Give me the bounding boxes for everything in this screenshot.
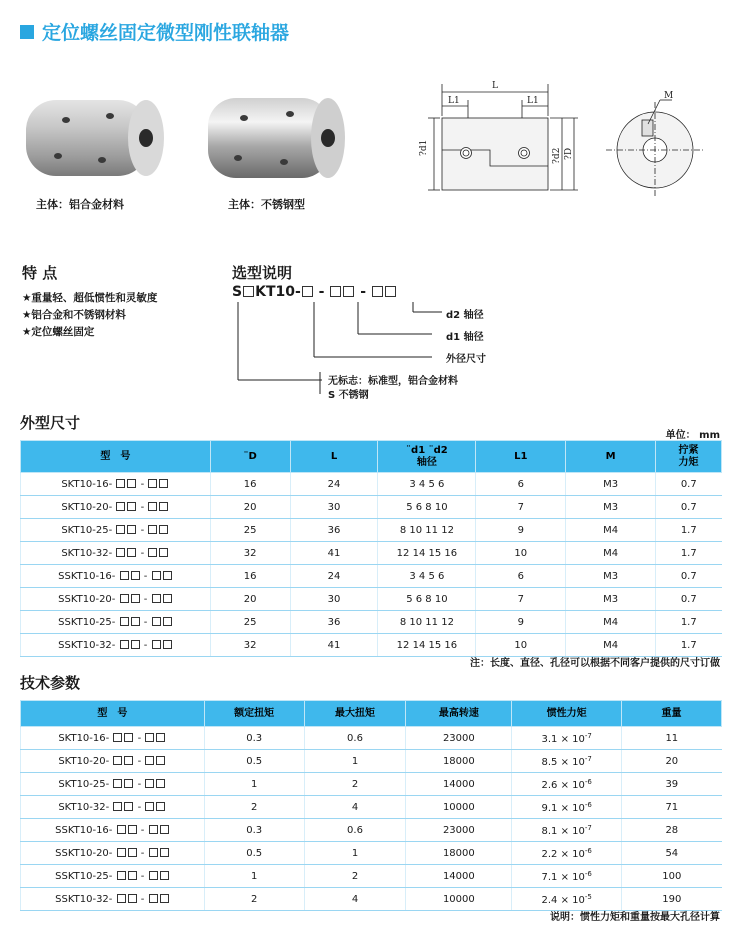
dim-L1-right-label: L1 — [527, 96, 539, 106]
aluminum-caption: 主体：铝合金材料 — [36, 198, 124, 211]
table-cell: 2 — [351, 778, 359, 790]
table-cell — [210, 588, 290, 611]
table-cell: 6 — [517, 570, 524, 582]
table-cell — [204, 750, 304, 773]
table-cell: 0.6 — [347, 732, 363, 744]
exponent: -7 — [584, 731, 592, 740]
table-cell: 54 — [665, 847, 679, 859]
table-cell — [204, 796, 304, 819]
col-d: ¨d1 ¨d2 轴径 — [378, 441, 476, 473]
table-cell — [406, 750, 512, 773]
dim-L-label: L — [492, 81, 498, 91]
tech-heading: 技术参数 — [20, 674, 81, 692]
table-cell — [512, 796, 622, 819]
table-cell: 8.5 × 10 — [541, 756, 585, 768]
table-cell — [304, 819, 406, 842]
dimensions-note: 注：长度、直径、孔径可以根据不同客户提供的尺寸订做 — [470, 658, 720, 669]
table-cell: 1.7 — [680, 547, 697, 559]
table-cell: 4 — [351, 801, 359, 813]
model-cell: SSKT10-20- — [58, 593, 116, 605]
table-cell — [566, 611, 656, 634]
table-cell: 1 — [351, 755, 359, 767]
table-cell: 1 — [250, 870, 258, 882]
table-cell: 16 — [243, 478, 257, 490]
col-weight: 重量 — [622, 701, 722, 727]
table-cell — [210, 519, 290, 542]
table-cell — [656, 542, 722, 565]
table-cell — [406, 865, 512, 888]
table-cell: 11 — [665, 732, 679, 744]
table-cell — [566, 588, 656, 611]
model-cell: SKT10-25- - — [21, 773, 205, 796]
table-cell — [210, 634, 290, 657]
tech-table — [20, 700, 722, 911]
table-header — [21, 441, 722, 473]
table-cell — [378, 611, 476, 634]
table-cell: 100 — [662, 870, 682, 882]
label-standard: 无标志：标准型，铝合金材料 — [328, 376, 458, 387]
table-cell: 2.4 × 10 — [541, 894, 585, 906]
table-cell: 10000 — [442, 801, 475, 813]
table-cell: 14000 — [442, 870, 475, 882]
table-cell — [512, 842, 622, 865]
table-cell: 36 — [327, 616, 341, 628]
aluminum-coupling-image — [18, 92, 168, 187]
table-cell — [566, 519, 656, 542]
table-cell — [476, 611, 566, 634]
table-cell: 0.7 — [680, 501, 697, 513]
table-cell — [622, 819, 722, 842]
table-cell — [378, 519, 476, 542]
table-cell — [290, 611, 378, 634]
model-cell: SKT10-20- — [61, 501, 113, 513]
table-cell — [566, 496, 656, 519]
table-cell — [304, 773, 406, 796]
model-cell: SSKT10-20- - — [21, 588, 211, 611]
selection-heading: 选型说明 — [232, 264, 293, 282]
table-cell: 39 — [665, 778, 679, 790]
table-cell — [204, 727, 304, 750]
table-cell — [378, 565, 476, 588]
table-cell: 30 — [327, 501, 341, 513]
table-cell: 1.7 — [680, 616, 697, 628]
table-cell: 25 — [243, 524, 257, 536]
table-row — [21, 496, 722, 519]
feature-item: ★铝合金和不锈钢材料 — [22, 309, 126, 321]
table-cell — [622, 796, 722, 819]
col-model: 型 号 — [21, 701, 205, 727]
table-cell: M3 — [603, 570, 619, 582]
table-cell — [304, 796, 406, 819]
table-cell: 0.5 — [246, 755, 263, 767]
table-row — [21, 473, 722, 496]
table-cell: 30 — [327, 593, 341, 605]
table-row — [21, 819, 722, 842]
table-row — [21, 796, 722, 819]
table-cell: 3 4 5 6 — [409, 570, 445, 582]
table-cell — [204, 865, 304, 888]
table-cell — [204, 773, 304, 796]
table-cell — [290, 542, 378, 565]
table-cell: 5 6 8 10 — [406, 593, 448, 605]
table-cell: 36 — [327, 524, 341, 536]
exponent: -6 — [584, 846, 592, 855]
table-cell — [476, 496, 566, 519]
table-cell — [656, 588, 722, 611]
table-row — [21, 727, 722, 750]
label-stainless: S 不锈钢 — [328, 390, 369, 401]
table-cell — [566, 542, 656, 565]
model-cell: SKT10-16- - — [21, 473, 211, 496]
table-cell: 32 — [243, 547, 257, 559]
model-cell: SKT10-25- — [58, 778, 110, 790]
feature-item: ★定位螺丝固定 — [22, 326, 95, 338]
title-square-icon — [20, 25, 34, 39]
technical-drawing — [410, 76, 730, 201]
model-cell: SKT10-32- - — [21, 542, 211, 565]
table-cell — [512, 819, 622, 842]
dim-D-label: ?D — [564, 147, 574, 160]
table-row — [21, 842, 722, 865]
table-cell: 190 — [662, 893, 682, 905]
table-cell — [290, 519, 378, 542]
table-cell — [210, 473, 290, 496]
page-title: 定位螺丝固定微型刚性联轴器 — [20, 18, 289, 45]
table-row — [21, 865, 722, 888]
table-cell: 32 — [243, 639, 257, 651]
table-cell: 0.3 — [246, 732, 263, 744]
model-cell: SSKT10-32- - — [21, 888, 205, 911]
table-cell — [378, 542, 476, 565]
selection-diagram — [232, 260, 532, 400]
model-cell: SSKT10-32- — [55, 893, 113, 905]
table-cell — [566, 473, 656, 496]
unit-label: 单位： mm — [665, 430, 720, 441]
table-cell: M3 — [603, 478, 619, 490]
table-cell: 8.1 × 10 — [541, 825, 585, 837]
label-outer: 外径尺寸 — [446, 354, 486, 365]
table-cell — [210, 611, 290, 634]
table-row — [21, 519, 722, 542]
table-cell — [378, 634, 476, 657]
table-cell — [406, 819, 512, 842]
model-cell: SKT10-16- — [58, 732, 110, 744]
table-cell: M3 — [603, 593, 619, 605]
table-cell: 28 — [665, 824, 679, 836]
table-cell: 20 — [665, 755, 679, 767]
table-cell — [204, 819, 304, 842]
table-cell: 71 — [665, 801, 679, 813]
table-cell — [290, 565, 378, 588]
table-header — [21, 701, 722, 727]
table-cell: 8 10 11 12 — [399, 616, 454, 628]
table-cell — [656, 496, 722, 519]
table-cell: M4 — [603, 524, 619, 536]
table-cell: 7.1 × 10 — [541, 871, 585, 883]
dimensions-table — [20, 440, 722, 657]
table-row — [21, 611, 722, 634]
dim-d2-label: ?d2 — [552, 147, 562, 164]
feature-item: ★重量轻、超低惯性和灵敏度 — [22, 292, 158, 304]
table-cell — [406, 773, 512, 796]
table-cell — [290, 588, 378, 611]
model-cell: SSKT10-32- - — [21, 634, 211, 657]
table-cell — [512, 773, 622, 796]
col-torque: 拧紧 力矩 — [656, 441, 722, 473]
table-cell: 10 — [514, 547, 528, 559]
model-cell: SSKT10-16- - — [21, 565, 211, 588]
model-cell: SKT10-32- — [58, 801, 110, 813]
col-max-torque: 最大扭矩 — [304, 701, 406, 727]
dimensions-heading: 外型尺寸 — [20, 414, 81, 432]
model-cell: SSKT10-16- — [55, 824, 113, 836]
table-cell — [622, 750, 722, 773]
table-cell: 5 6 8 10 — [406, 501, 448, 513]
table-cell — [656, 565, 722, 588]
table-row — [21, 542, 722, 565]
stainless-caption: 主体：不锈钢型 — [228, 198, 305, 211]
model-cell: SKT10-20- — [58, 755, 110, 767]
features-list — [22, 290, 157, 341]
exponent: -6 — [584, 869, 592, 878]
exponent: -7 — [584, 754, 592, 763]
table-cell — [656, 473, 722, 496]
table-cell — [290, 496, 378, 519]
table-cell: 16 — [243, 570, 257, 582]
model-cell: SKT10-25- — [61, 524, 113, 536]
table-cell: 1.7 — [680, 524, 697, 536]
table-cell: 2 — [351, 870, 359, 882]
table-cell: 2 — [250, 893, 258, 905]
table-cell — [656, 611, 722, 634]
model-cell: SKT10-16- - — [21, 727, 205, 750]
table-cell — [210, 496, 290, 519]
table-cell: M4 — [603, 547, 619, 559]
table-cell: 18000 — [442, 847, 475, 859]
col-M: M — [566, 441, 656, 473]
dim-L1-left-label: L1 — [448, 96, 460, 106]
table-cell — [622, 727, 722, 750]
dim-d1-label: ?d1 — [419, 139, 429, 156]
table-cell — [304, 888, 406, 911]
table-cell — [622, 865, 722, 888]
model-cell: SKT10-16- — [61, 478, 113, 490]
table-row — [21, 588, 722, 611]
col-rated-torque: 额定扭矩 — [204, 701, 304, 727]
table-cell — [476, 588, 566, 611]
exponent: -7 — [584, 823, 592, 832]
table-cell: M3 — [603, 501, 619, 513]
model-cell: SKT10-25- - — [21, 519, 211, 542]
table-cell — [378, 473, 476, 496]
table-cell: 7 — [517, 593, 524, 605]
tech-note: 说明：惯性力矩和重量按最大孔径计算 — [550, 912, 720, 923]
table-cell — [304, 865, 406, 888]
table-cell: 1 — [250, 778, 258, 790]
table-cell — [656, 519, 722, 542]
table-cell — [210, 542, 290, 565]
table-cell — [512, 865, 622, 888]
table-row — [21, 565, 722, 588]
table-cell — [622, 773, 722, 796]
exponent: -6 — [584, 777, 592, 786]
table-cell: 1 — [351, 847, 359, 859]
table-cell: 0.7 — [680, 478, 697, 490]
table-cell: 41 — [327, 639, 341, 651]
col-inertia: 惯性力矩 — [512, 701, 622, 727]
col-D: ¨D — [210, 441, 290, 473]
table-cell: 23000 — [442, 732, 475, 744]
exponent: -5 — [584, 892, 592, 901]
table-cell: 2.6 × 10 — [541, 779, 585, 791]
table-cell: 14000 — [442, 778, 475, 790]
table-cell: 12 14 15 16 — [396, 547, 458, 559]
table-cell: 6 — [517, 478, 524, 490]
table-cell — [476, 565, 566, 588]
label-d2: d2 轴径 — [446, 310, 484, 321]
table-cell: 10000 — [442, 893, 475, 905]
table-cell — [406, 842, 512, 865]
features-heading: 特 点 — [22, 264, 58, 282]
col-L1: L1 — [476, 441, 566, 473]
table-cell: M4 — [603, 639, 619, 651]
stainless-coupling-image — [200, 92, 350, 187]
table-cell: 9 — [517, 524, 524, 536]
model-cell: SKT10-32- — [61, 547, 113, 559]
table-cell: 10 — [514, 639, 528, 651]
model-cell: SKT10-32- - — [21, 796, 205, 819]
table-cell — [304, 727, 406, 750]
table-cell: 20 — [243, 501, 257, 513]
table-cell: 3 4 5 6 — [409, 478, 445, 490]
table-cell: M4 — [603, 616, 619, 628]
table-cell: 20 — [243, 593, 257, 605]
table-cell — [304, 842, 406, 865]
model-cell: SSKT10-25- — [58, 616, 116, 628]
table-cell — [204, 842, 304, 865]
table-cell — [290, 634, 378, 657]
table-cell: 1.7 — [680, 639, 697, 651]
table-cell: 0.5 — [246, 847, 263, 859]
table-cell — [210, 565, 290, 588]
table-cell: 2 — [250, 801, 258, 813]
table-cell: 3.1 × 10 — [541, 733, 585, 745]
label-d1: d1 轴径 — [446, 332, 484, 343]
table-cell — [290, 473, 378, 496]
table-cell — [512, 727, 622, 750]
model-cell: SKT10-20- - — [21, 750, 205, 773]
model-code: S KT10- - - — [232, 284, 397, 300]
table-cell — [406, 888, 512, 911]
model-cell: SSKT10-25- - — [21, 611, 211, 634]
table-cell — [406, 727, 512, 750]
table-cell: 7 — [517, 501, 524, 513]
col-max-speed: 最高转速 — [406, 701, 512, 727]
exponent: -6 — [584, 800, 592, 809]
table-cell — [476, 519, 566, 542]
model-cell: SSKT10-20- — [55, 847, 113, 859]
table-cell: 2.2 × 10 — [541, 848, 585, 860]
table-cell: 12 14 15 16 — [396, 639, 458, 651]
table-row — [21, 773, 722, 796]
table-cell: 41 — [327, 547, 341, 559]
model-cell: SSKT10-16- — [58, 570, 116, 582]
table-cell — [476, 542, 566, 565]
table-cell: 9 — [517, 616, 524, 628]
table-cell — [566, 565, 656, 588]
model-cell: SSKT10-16- - — [21, 819, 205, 842]
table-cell: 4 — [351, 893, 359, 905]
table-cell — [378, 588, 476, 611]
table-cell: 0.7 — [680, 570, 697, 582]
table-cell: 24 — [327, 570, 341, 582]
table-cell: 24 — [327, 478, 341, 490]
table-cell: 8 10 11 12 — [399, 524, 454, 536]
dim-M-label: M — [664, 91, 674, 101]
table-cell — [622, 842, 722, 865]
model-cell: SSKT10-25- — [55, 870, 113, 882]
table-cell — [512, 750, 622, 773]
table-cell — [476, 473, 566, 496]
table-cell: 9.1 × 10 — [541, 802, 585, 814]
model-cell: SKT10-20- - — [21, 496, 211, 519]
table-cell: 25 — [243, 616, 257, 628]
model-cell: SSKT10-25- - — [21, 865, 205, 888]
table-cell: 0.7 — [680, 593, 697, 605]
table-cell: 0.3 — [246, 824, 263, 836]
model-cell: SSKT10-32- — [58, 639, 116, 651]
table-cell: 18000 — [442, 755, 475, 767]
table-cell: 0.6 — [347, 824, 363, 836]
col-L: L — [290, 441, 378, 473]
table-cell — [204, 888, 304, 911]
table-cell: 23000 — [442, 824, 475, 836]
table-cell — [378, 496, 476, 519]
table-cell — [406, 796, 512, 819]
table-row — [21, 750, 722, 773]
model-cell: SSKT10-20- - — [21, 842, 205, 865]
col-model: 型 号 — [21, 441, 211, 473]
table-cell — [304, 750, 406, 773]
